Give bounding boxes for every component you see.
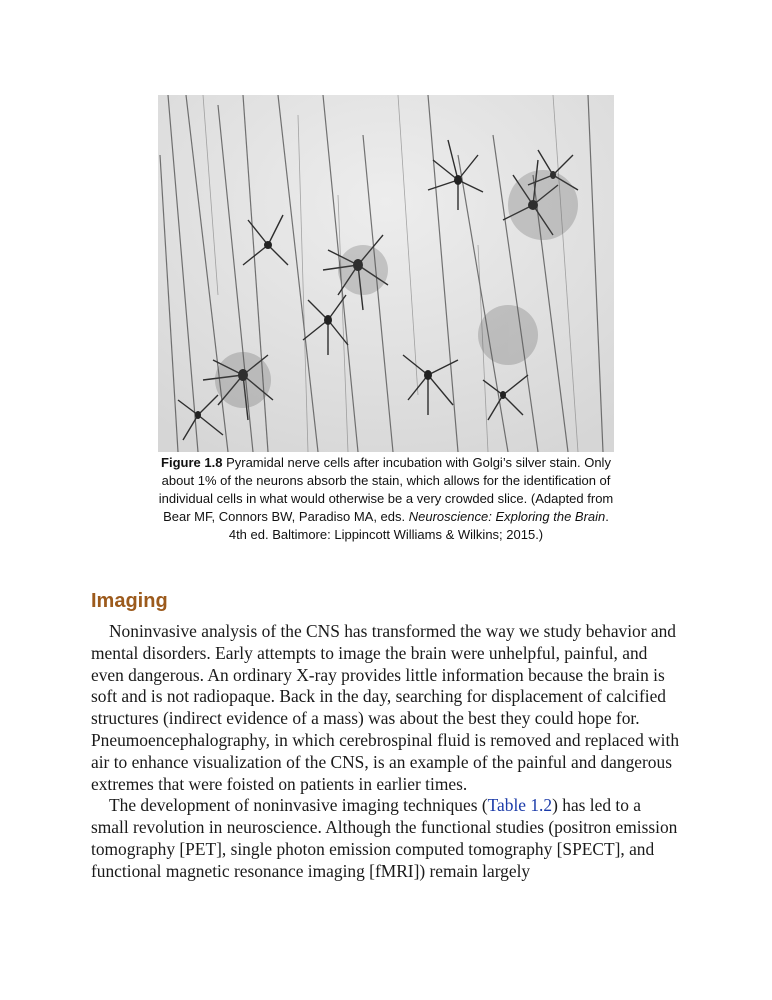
- table-link[interactable]: Table 1.2: [487, 795, 553, 816]
- body-text: [91, 621, 681, 883]
- section-heading: Imaging: [91, 590, 168, 612]
- paragraph-text: The development of noninvasive imaging techniques (: [109, 795, 488, 816]
- caption-text: Pyramidal nerve cells after incubation with Golgi’s silver stain. Only about 1% of the neurons absorb the stain, which allows for the identification of individual cells in what would otherwise be a very crowded slice. (Adapted from Bear MF, Connors BW, Paradiso MA, eds.: [158, 455, 614, 524]
- paragraph: [91, 795, 681, 882]
- paragraph-text: ) has led to a small revolution in neuroscience. Although the functional studies (positron emission tomography [PET], single photon emission computed tomography [SPECT], and functional magnetic resonance imaging [fMRI]) remain largely: [91, 795, 678, 881]
- caption-source-rest: . 4th ed. Baltimore: Lippincott Williams & Wilkins; 2015.): [228, 509, 609, 542]
- figure-label: Figure 1.8: [161, 455, 223, 470]
- paragraph: Noninvasive analysis of the CNS has transformed the way we study behavior and mental disorders. Early attempts to image the brain were unhelpful, painful, and even dangerous. An ordinary X-ray provides little information because the brain is soft and is not radiopaque. Back in the day, searching for displacement of calcified structures (indirect evidence of a mass) was about the best they could hope for. Pneumoencephalography, in which cerebrospinal fluid is removed and replaced with air to enhance visualization of the CNS, is an example of the painful and dangerous extremes that were foisted on patients in earlier times.: [91, 621, 680, 794]
- figure-caption: [158, 454, 614, 544]
- figure-image: [158, 95, 614, 452]
- caption-source-title: Neuroscience: Exploring the Brain: [408, 509, 606, 524]
- neuron-micrograph: [158, 95, 614, 452]
